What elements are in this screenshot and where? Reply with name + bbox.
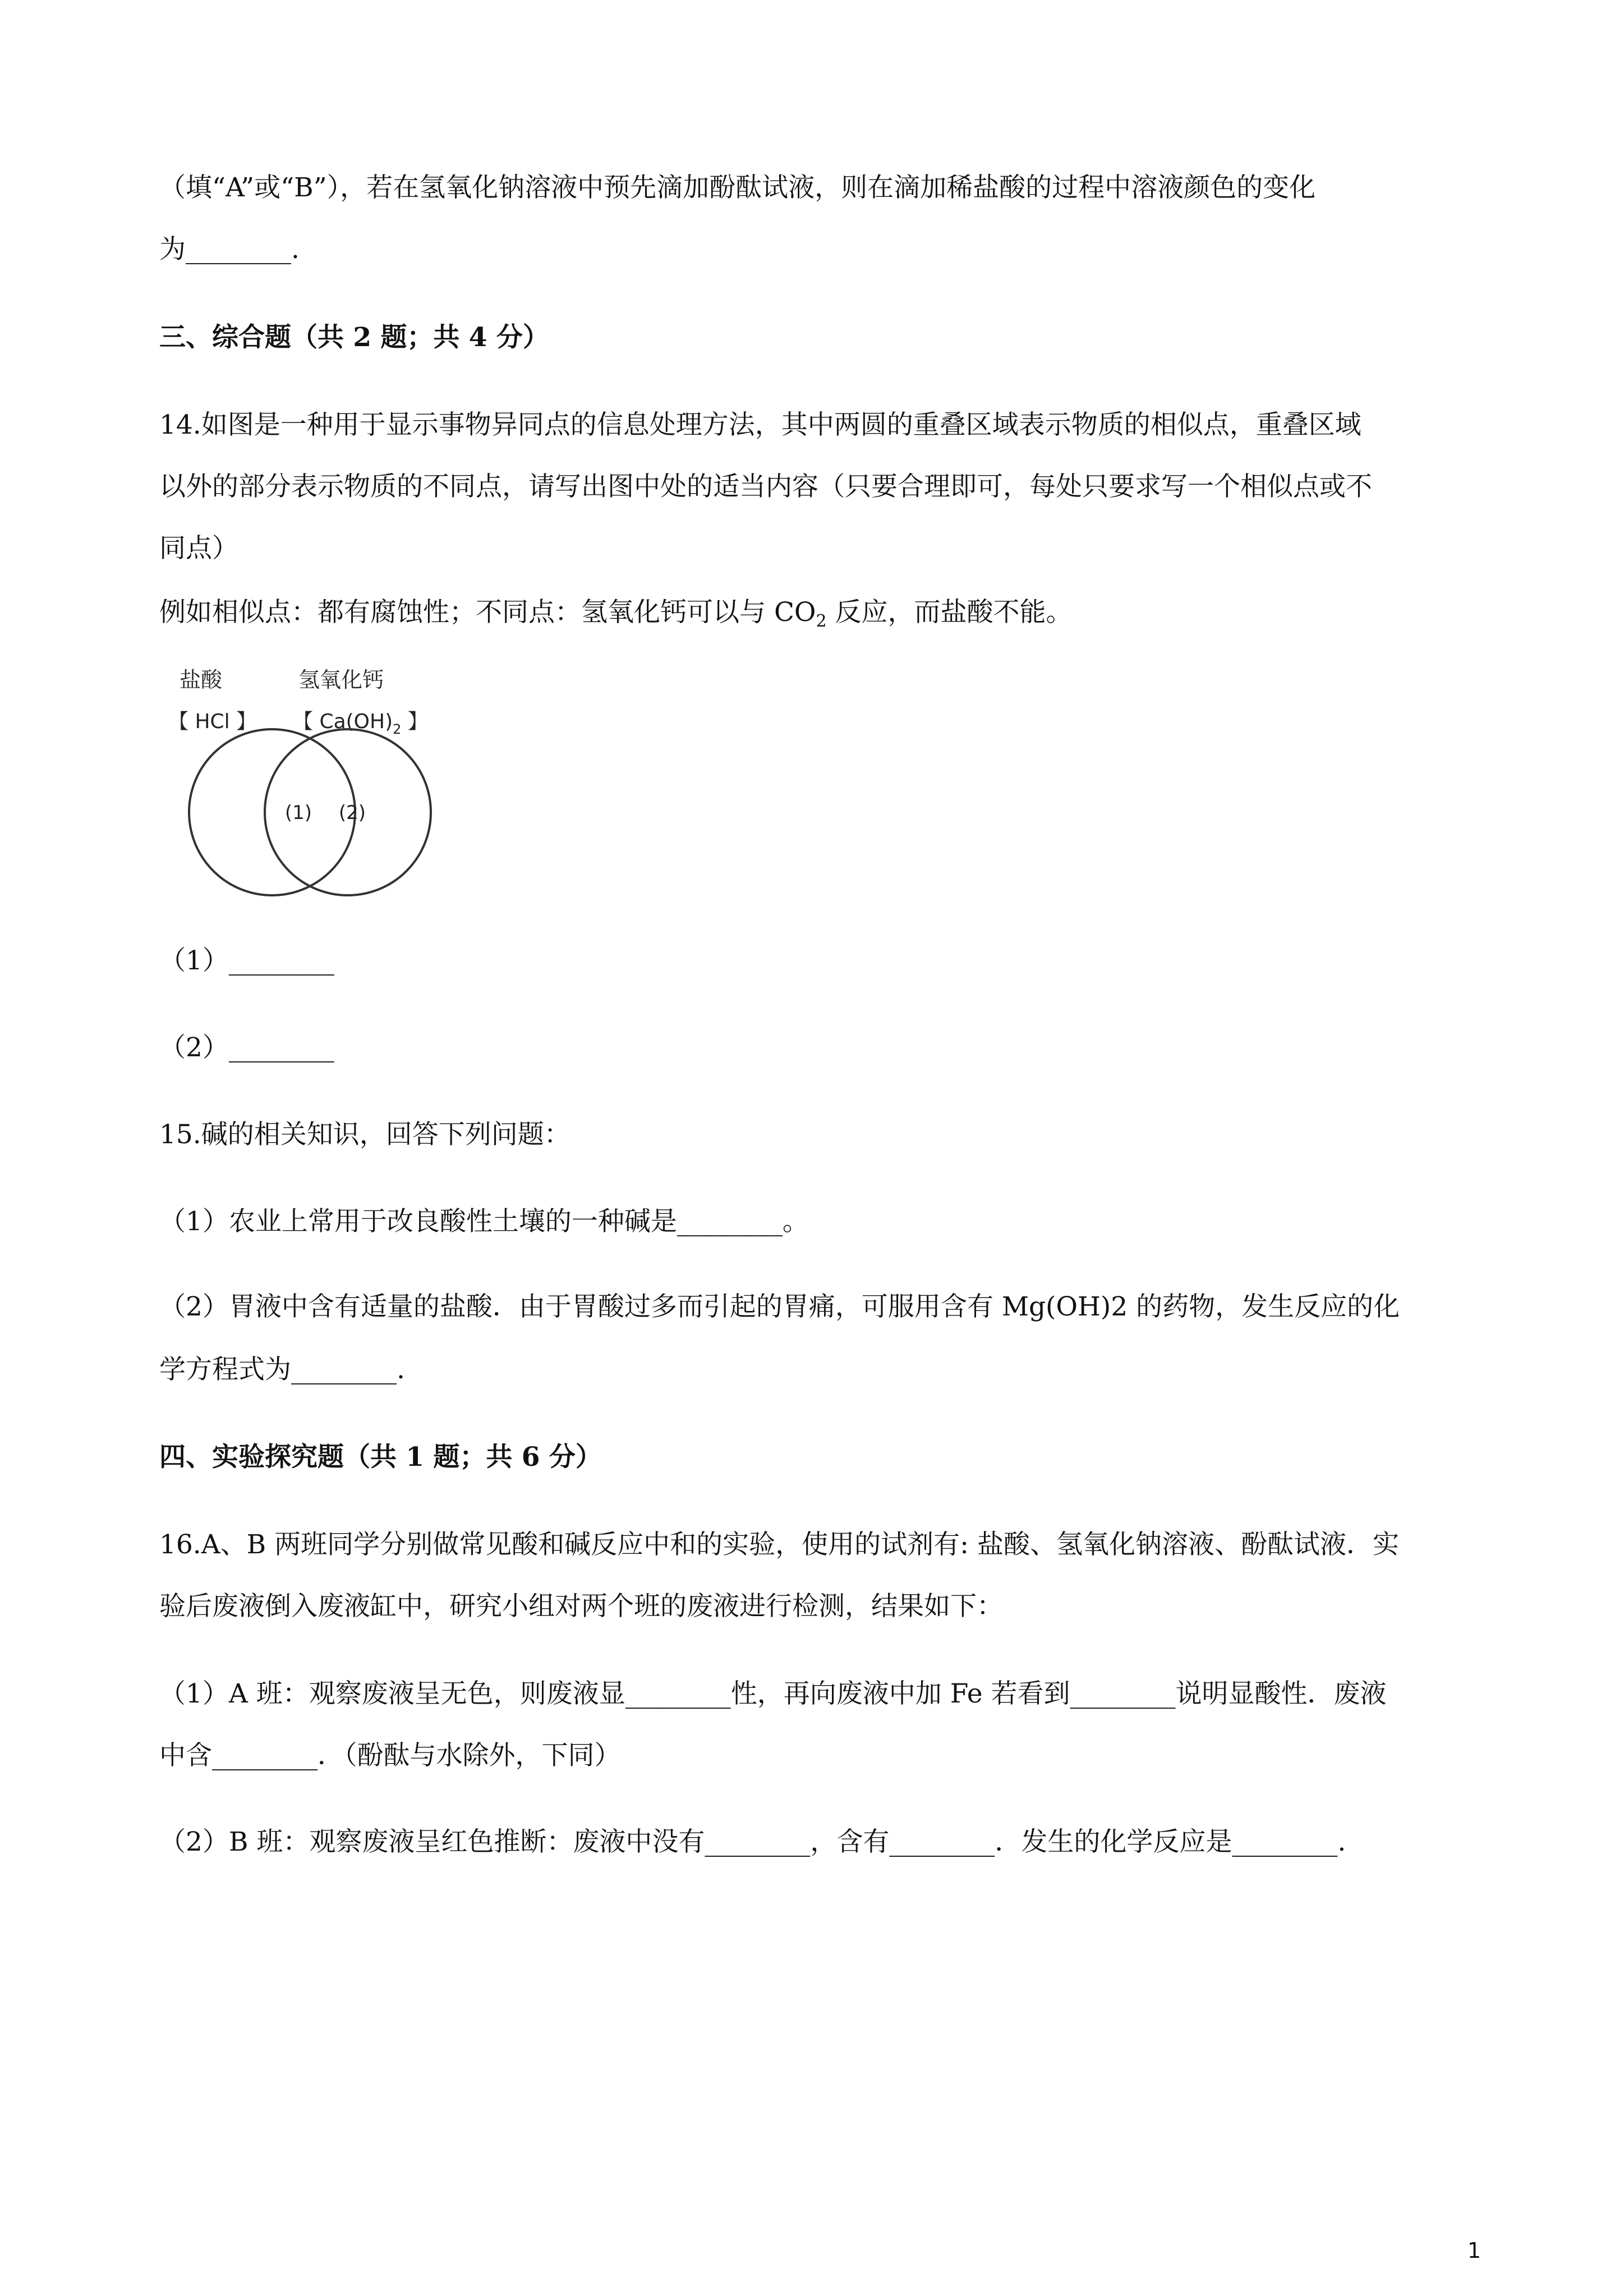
- venn-region-2-label: (2): [338, 802, 366, 824]
- question-16-part-1-line-2: 中含________．（酚酞与水除外，下同）: [159, 1740, 621, 1771]
- question-16-line-2: 验后废液倒入废液缸中，研究小组对两个班的废液进行检测，结果如下：: [159, 1591, 1003, 1622]
- venn-diagram: [151, 662, 454, 898]
- answer-blank-1: （1）________: [159, 945, 334, 976]
- venn-right-formula-subscript: 2: [393, 721, 402, 737]
- example-text-start: 例如相似点：都有腐蚀性；不同点：氢氧化钙可以与 CO: [159, 597, 816, 628]
- venn-right-formula-end: 】: [401, 710, 428, 733]
- question-16-part-2: （2）B 班：观察废液呈红色推断：废液中没有________，含有________．发生的化学反应是________.: [159, 1826, 1346, 1857]
- question-15-part-1: （1）农业上常用于改良酸性土壤的一种碱是________。: [159, 1206, 809, 1237]
- question-14-line-1: 14.如图是一种用于显示事物异同点的信息处理方法，其中两圆的重叠区域表示物质的相似点，重叠区域: [159, 409, 1361, 440]
- question-14-line-3: 同点）: [159, 533, 238, 564]
- venn-right-formula-start: 【 Ca(OH): [293, 710, 393, 733]
- example-text-end: 反应，而盐酸不能。: [826, 597, 1073, 628]
- venn-right-name: 氢氧化钙: [298, 668, 384, 692]
- venn-left-circle: [189, 729, 355, 895]
- text-line-color-change-blank: 为________.: [159, 234, 300, 265]
- venn-right-formula: [293, 710, 428, 737]
- question-15-part-2-line-1: （2）胃液中含有适量的盐酸．由于胃酸过多而引起的胃痛，可服用含有 Mg(OH)2 的药物，发生反应的化: [159, 1291, 1400, 1322]
- section-heading-comprehensive: 三、综合题（共 2 题；共 4 分）: [159, 322, 549, 353]
- venn-left-formula: 【 HCl 】: [168, 710, 257, 733]
- co2-subscript: 2: [816, 611, 827, 631]
- venn-left-name: 盐酸: [180, 668, 223, 692]
- question-16-part-1-line-1: （1）A 班：观察废液呈无色，则废液显________性，再向废液中加 Fe 若看到________说明显酸性．废液: [159, 1678, 1387, 1709]
- question-14-line-2: 以外的部分表示物质的不同点，请写出图中处的适当内容（只要合理即可，每处只要求写一个相似点或不: [159, 471, 1372, 502]
- text-line-fill-choice: （填“A”或“B”），若在氢氧化钠溶液中预先滴加酚酞试液，则在滴加稀盐酸的过程中溶液颜色的变化: [159, 172, 1316, 203]
- answer-blank-2: （2）________: [159, 1032, 334, 1063]
- question-14-example: [159, 596, 1478, 638]
- question-15-title: 15.碱的相关知识，回答下列问题：: [159, 1119, 571, 1150]
- section-heading-experiment: 四、实验探究题（共 1 题；共 6 分）: [159, 1442, 602, 1473]
- question-16-line-1: 16.A、B 两班同学分别做常见酸和碱反应中和的实验，使用的试剂有: 盐酸、氢氧化钠溶液、酚酞试液．实: [159, 1529, 1399, 1560]
- question-15-part-2-line-2: 学方程式为________.: [159, 1354, 405, 1385]
- page-number: 1: [1467, 2238, 1481, 2263]
- venn-region-1-label: (1): [284, 802, 312, 824]
